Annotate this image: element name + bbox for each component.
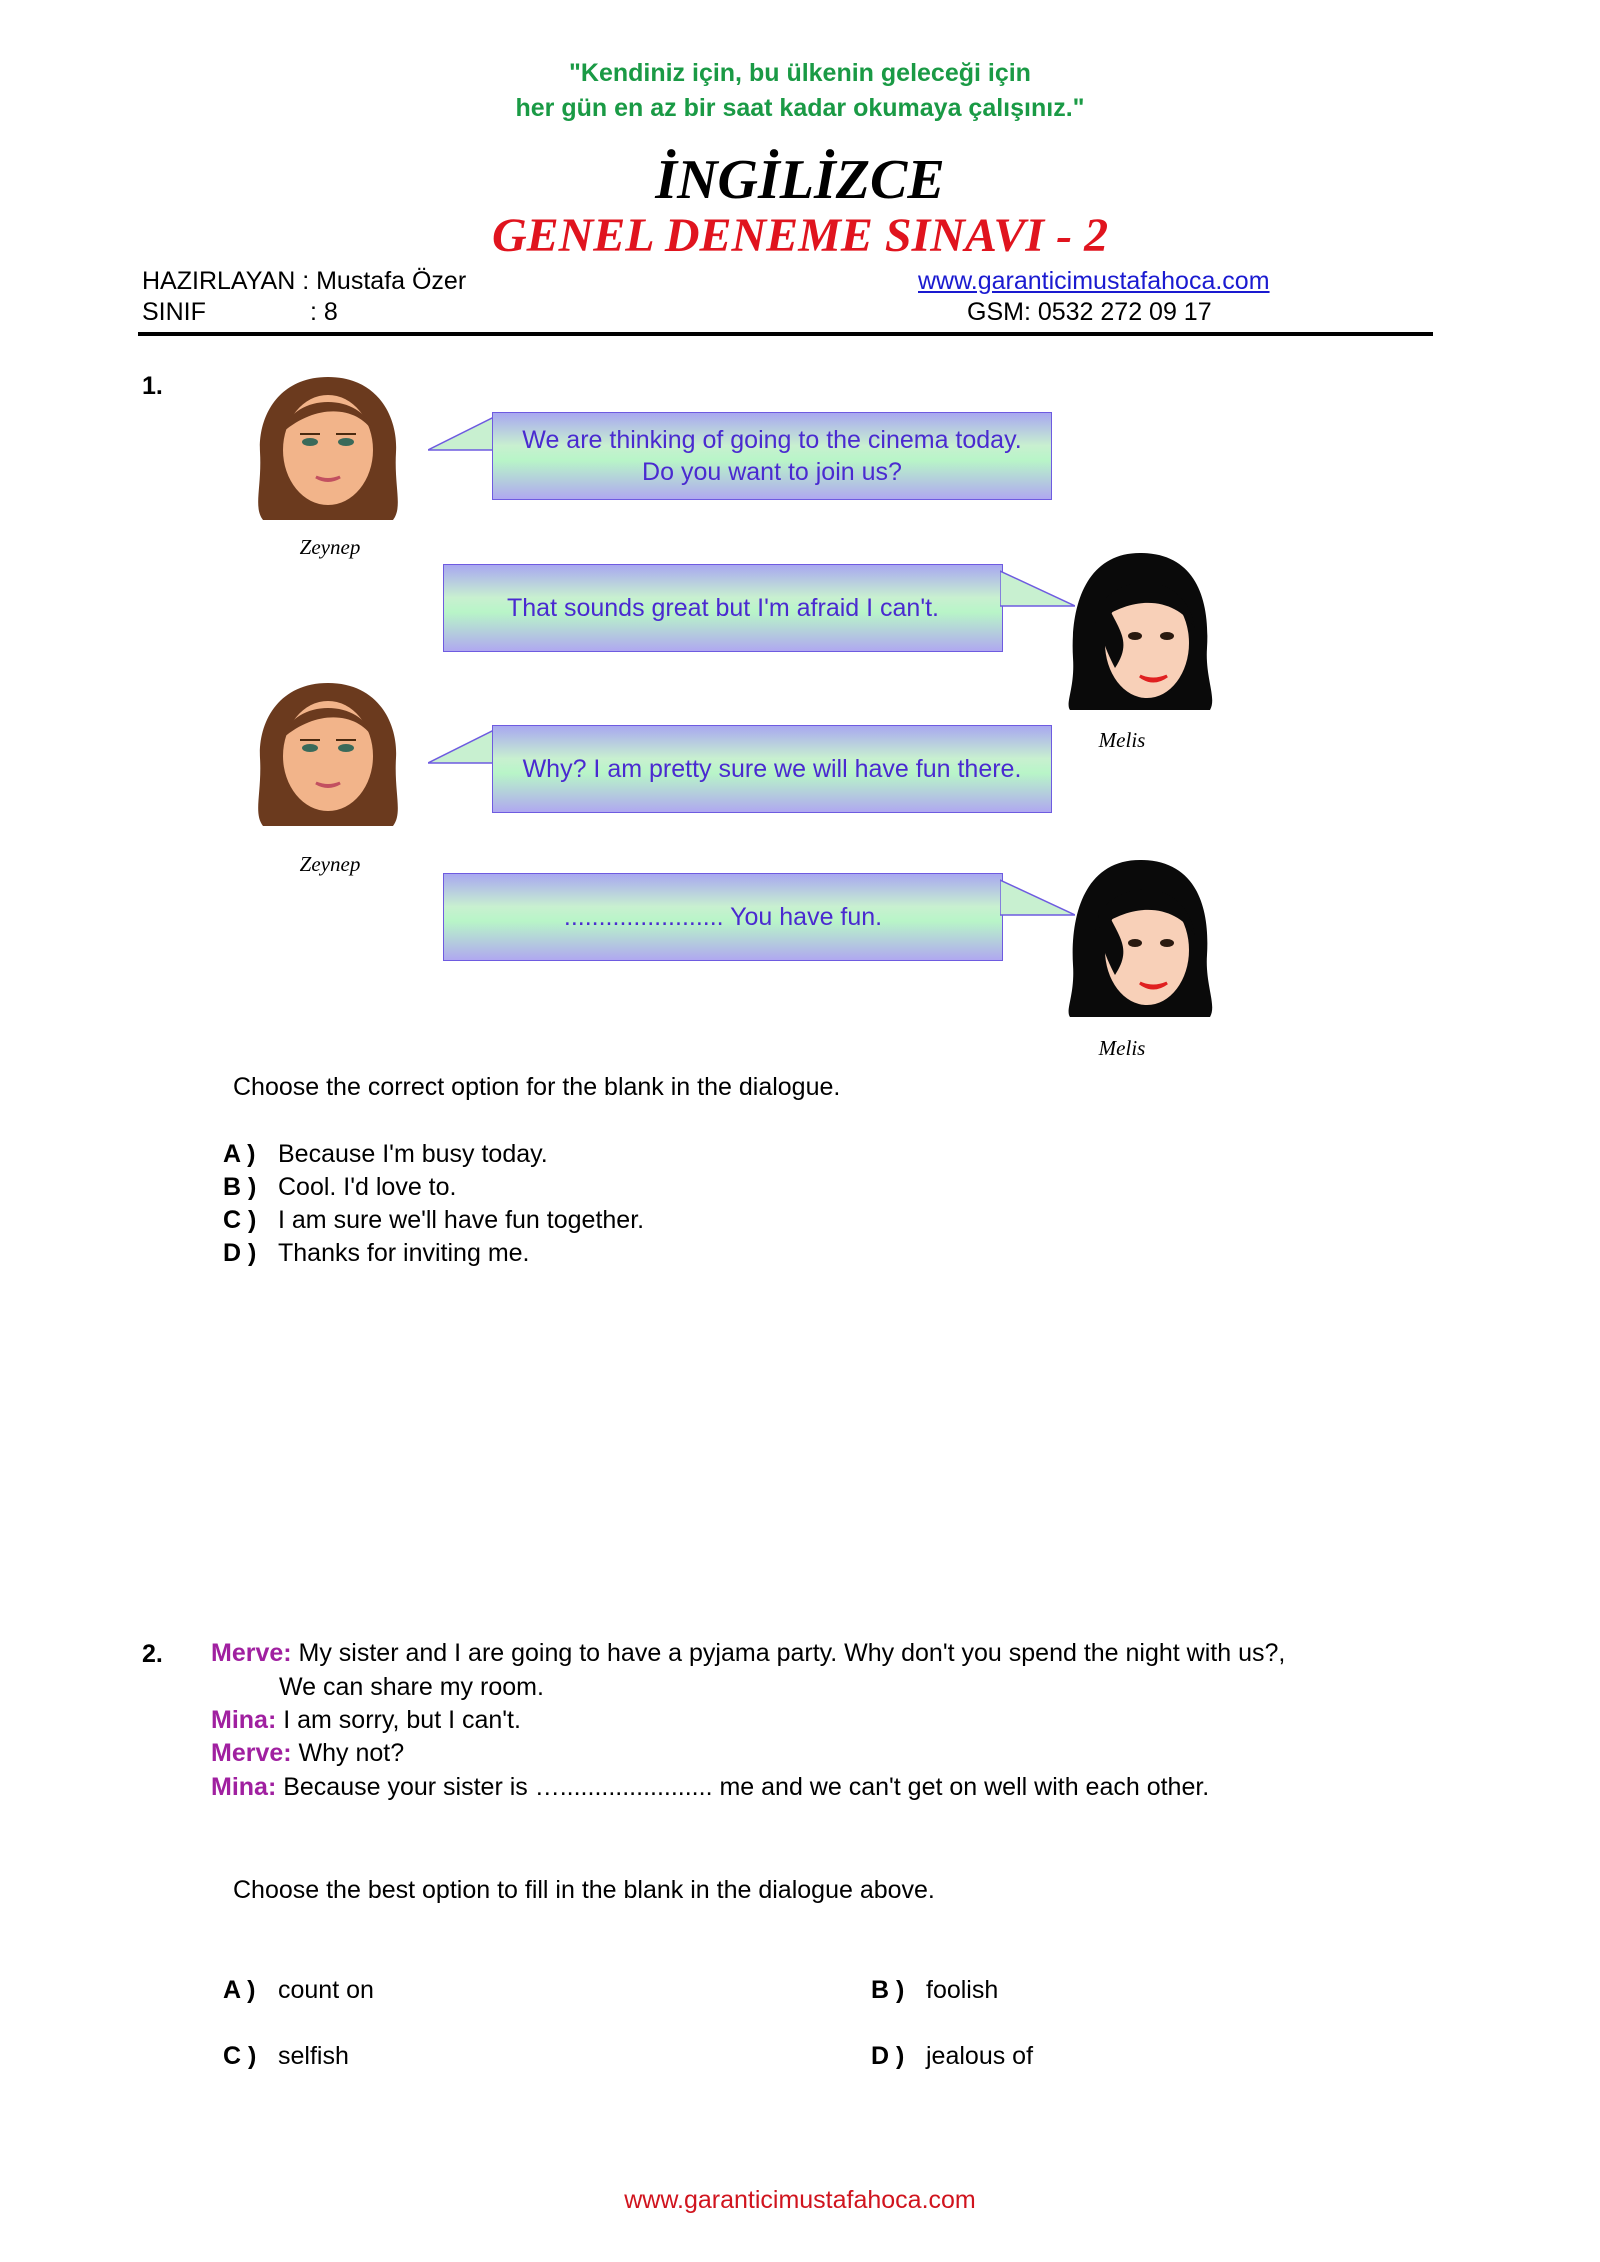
melis-face-icon (1055, 855, 1220, 1020)
question-1-option-c[interactable]: C ) I am sure we'll have fun together. (223, 1206, 645, 1234)
question-2-number: 2. (142, 1640, 163, 1668)
melis-name-label-1: Melis (1098, 728, 1146, 752)
motto-line-1: "Kendiniz için, bu ülkenin geleceği için (569, 59, 1031, 87)
question-2-option-c[interactable]: C ) selfish (223, 2042, 349, 2070)
question-1-option-b[interactable]: B ) Cool. I'd love to. (223, 1173, 457, 1201)
footer-website: www.garanticimustafahoca.com (624, 2186, 976, 2214)
speech-bubble-3: Why? I am pretty sure we will have fun there. (492, 725, 1052, 813)
dialogue-line-1: Merve: My sister and I are going to have a pyjama party. Why don't you spend the night with us?, (211, 1639, 1286, 1667)
website-link[interactable]: www.garanticimustafahoca.com (918, 267, 1270, 295)
question-2-option-a[interactable]: A ) count on (223, 1976, 374, 2004)
melis-name-label-2: Melis (1098, 1036, 1146, 1060)
bubble-3-tail (428, 723, 498, 773)
zeynep-face-icon (248, 678, 408, 828)
question-1-number: 1. (142, 372, 163, 400)
speech-bubble-2: That sounds great but I'm afraid I can't. (443, 564, 1003, 652)
bubble-1-tail (428, 410, 498, 460)
speech-bubble-4: ....................... You have fun. (443, 873, 1003, 961)
question-1-option-a[interactable]: A ) Because I'm busy today. (223, 1140, 548, 1168)
gsm-number: GSM: 0532 272 09 17 (967, 298, 1212, 326)
subject-title: İNGİLİZCE (655, 149, 945, 211)
header-divider (138, 332, 1433, 336)
question-2-instruction: Choose the best option to fill in the blank in the dialogue above. (233, 1876, 935, 1904)
zeynep-face-icon (248, 372, 408, 522)
zeynep-name-label-2: Zeynep (299, 852, 361, 876)
dialogue-line-2: Mina: I am sorry, but I can't. (211, 1706, 521, 1734)
question-2-option-d[interactable]: D ) jealous of (871, 2042, 1034, 2070)
dialogue-line-4: Mina: Because your sister is …...................... me and we can't get on well with each other. (211, 1773, 1210, 1801)
melis-face-icon (1055, 548, 1220, 713)
dialogue-line-1-continued: We can share my room. (279, 1673, 544, 1701)
question-1-option-d[interactable]: D ) Thanks for inviting me. (223, 1239, 530, 1267)
motto-line-2: her gün en az bir saat kadar okumaya çalışınız." (515, 94, 1085, 122)
question-1-instruction: Choose the correct option for the blank in the dialogue. (233, 1073, 841, 1101)
exam-title: GENEL DENEME SINAVI - 2 (491, 209, 1109, 262)
question-2-option-b[interactable]: B ) foolish (871, 1976, 999, 2004)
dialogue-line-3: Merve: Why not? (211, 1739, 405, 1767)
class-value: : 8 (310, 298, 338, 326)
zeynep-name-label-1: Zeynep (299, 535, 361, 559)
prepared-by: HAZIRLAYAN : Mustafa Özer (142, 267, 467, 295)
speech-bubble-1: We are thinking of going to the cinema today. Do you want to join us? (492, 412, 1052, 500)
class-label: SINIF (142, 298, 206, 326)
